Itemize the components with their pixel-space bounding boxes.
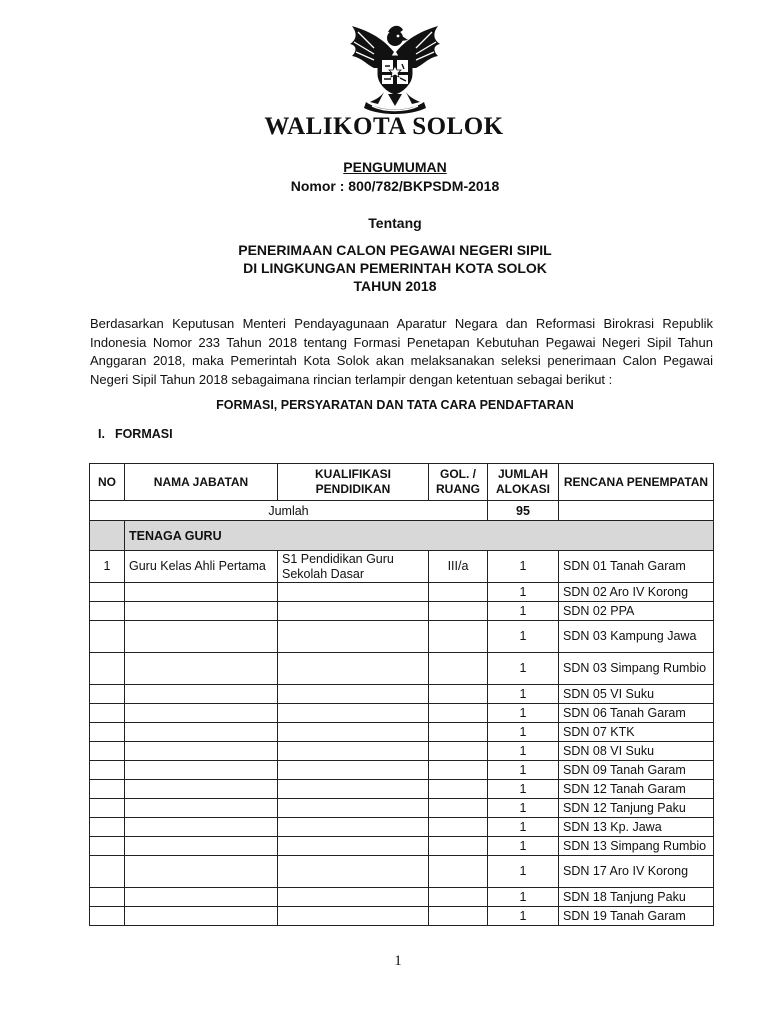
document-number: Nomor : 800/782/BKPSDM-2018 (290, 178, 500, 194)
page-number: 1 (394, 953, 402, 969)
table-row (90, 907, 714, 926)
cell-rencana: SDN 12 Tanah Garam (559, 780, 714, 799)
table-row (90, 856, 714, 888)
group-row (90, 521, 714, 551)
cell-no (90, 653, 125, 685)
cell-no (90, 742, 125, 761)
cell-gol (429, 780, 488, 799)
cell-jumlah: 1 (488, 780, 559, 799)
cell-nama-jabatan: Guru Kelas Ahli Pertama (125, 551, 278, 583)
cell-gol (429, 704, 488, 723)
cell-kualifikasi (278, 799, 429, 818)
cell-no (90, 685, 125, 704)
announcement-heading: PENGUMUMAN (343, 159, 447, 175)
cell-nama-jabatan (125, 837, 278, 856)
table-row (90, 742, 714, 761)
cell-kualifikasi (278, 583, 429, 602)
cell-gol (429, 602, 488, 621)
subject-line: PENERIMAAN CALON PEGAWAI NEGERI SIPIL (238, 242, 552, 258)
cell-jumlah: 1 (488, 621, 559, 653)
cell-rencana: SDN 01 Tanah Garam (559, 551, 714, 583)
table-row (90, 780, 714, 799)
cell-gol (429, 621, 488, 653)
cell-nama-jabatan (125, 856, 278, 888)
cell-no (90, 602, 125, 621)
cell-rencana: SDN 13 Simpang Rumbio (559, 837, 714, 856)
cell-jumlah: 1 (488, 799, 559, 818)
cell-kualifikasi (278, 653, 429, 685)
table-row (90, 602, 714, 621)
page-title: WALIKOTA SOLOK (264, 113, 504, 140)
header-gol-ruang: GOL. / RUANG (429, 464, 488, 501)
empty-cell (90, 521, 125, 551)
cell-nama-jabatan (125, 799, 278, 818)
table-row (90, 761, 714, 780)
cell-rencana: SDN 13 Kp. Jawa (559, 818, 714, 837)
total-row (90, 501, 714, 521)
cell-kualifikasi (278, 856, 429, 888)
cell-kualifikasi: S1 Pendidikan Guru Sekolah Dasar (278, 551, 429, 583)
cell-nama-jabatan (125, 602, 278, 621)
cell-kualifikasi (278, 685, 429, 704)
cell-kualifikasi (278, 818, 429, 837)
section-title: FORMASI, PERSYARATAN DAN TATA CARA PENDAFTARAN (216, 398, 574, 412)
cell-jumlah: 1 (488, 742, 559, 761)
cell-rencana: SDN 07 KTK (559, 723, 714, 742)
cell-no (90, 780, 125, 799)
cell-gol (429, 818, 488, 837)
cell-kualifikasi (278, 723, 429, 742)
cell-nama-jabatan (125, 723, 278, 742)
garuda-emblem-icon (344, 22, 446, 114)
cell-kualifikasi (278, 780, 429, 799)
cell-rencana: SDN 18 Tanjung Paku (559, 888, 714, 907)
cell-rencana: SDN 05 VI Suku (559, 685, 714, 704)
cell-jumlah: 1 (488, 907, 559, 926)
subsection-label: FORMASI (114, 427, 173, 441)
cell-rencana: SDN 02 PPA (559, 602, 714, 621)
cell-no (90, 856, 125, 888)
cell-no (90, 704, 125, 723)
table-header-row (90, 464, 714, 501)
header-rencana-penempatan: RENCANA PENEMPATAN (559, 464, 714, 501)
header-no: NO (90, 464, 125, 501)
cell-nama-jabatan (125, 907, 278, 926)
table-row (90, 799, 714, 818)
cell-gol (429, 742, 488, 761)
cell-rencana: SDN 06 Tanah Garam (559, 704, 714, 723)
cell-no (90, 888, 125, 907)
cell-jumlah: 1 (488, 653, 559, 685)
subject-block (0, 241, 768, 295)
table-row (90, 818, 714, 837)
subsection-number: I. (98, 427, 105, 441)
table-row (90, 583, 714, 602)
cell-nama-jabatan (125, 780, 278, 799)
cell-kualifikasi (278, 907, 429, 926)
table-row (90, 685, 714, 704)
cell-jumlah: 1 (488, 685, 559, 704)
cell-rencana: SDN 09 Tanah Garam (559, 761, 714, 780)
cell-no (90, 907, 125, 926)
cell-kualifikasi (278, 602, 429, 621)
cell-no (90, 723, 125, 742)
cell-jumlah: 1 (488, 837, 559, 856)
table-row (90, 621, 714, 653)
cell-jumlah: 1 (488, 818, 559, 837)
cell-rencana: SDN 03 Simpang Rumbio (559, 653, 714, 685)
cell-no: 1 (90, 551, 125, 583)
cell-gol (429, 888, 488, 907)
cell-jumlah: 1 (488, 761, 559, 780)
subsection-heading (98, 427, 183, 441)
cell-jumlah: 1 (488, 551, 559, 583)
cell-gol (429, 761, 488, 780)
subject-line: TAHUN 2018 (353, 278, 437, 294)
cell-nama-jabatan (125, 583, 278, 602)
cell-no (90, 799, 125, 818)
cell-no (90, 818, 125, 837)
cell-gol (429, 685, 488, 704)
table-row (90, 653, 714, 685)
header-nama-jabatan: NAMA JABATAN (125, 464, 278, 501)
cell-kualifikasi (278, 761, 429, 780)
table-row (90, 837, 714, 856)
cell-nama-jabatan (125, 888, 278, 907)
subject-line: DI LINGKUNGAN PEMERINTAH KOTA SOLOK (243, 260, 547, 276)
cell-gol (429, 837, 488, 856)
cell-jumlah: 1 (488, 583, 559, 602)
cell-kualifikasi (278, 704, 429, 723)
cell-gol (429, 799, 488, 818)
total-value: 95 (488, 501, 559, 521)
cell-nama-jabatan (125, 704, 278, 723)
table-row (90, 888, 714, 907)
cell-jumlah: 1 (488, 856, 559, 888)
cell-gol: III/a (429, 551, 488, 583)
group-label: TENAGA GURU (125, 521, 714, 551)
cell-jumlah: 1 (488, 723, 559, 742)
table-row (90, 551, 714, 583)
cell-jumlah: 1 (488, 704, 559, 723)
cell-gol (429, 856, 488, 888)
cell-rencana: SDN 19 Tanah Garam (559, 907, 714, 926)
cell-rencana: SDN 03 Kampung Jawa (559, 621, 714, 653)
cell-kualifikasi (278, 742, 429, 761)
cell-jumlah: 1 (488, 602, 559, 621)
cell-gol (429, 723, 488, 742)
cell-rencana: SDN 02 Aro IV Korong (559, 583, 714, 602)
intro-paragraph: Berdasarkan Keputusan Menteri Pendayagunaan Aparatur Negara dan Reformasi Birokrasi Republik Indonesia Nomor 233 Tahun 2018 tentang Formasi Penetapan Kebutuhan Pegawai Negeri Sipil Tahun Anggaran 2018, maka Pemerintah Kota Solok akan melaksanakan seleksi penerimaan Calon Pegawai Negeri Sipil Tahun 2018 sebagaimana rincian terlampir dengan ketentuan sebagai berikut : (90, 316, 713, 387)
cell-no (90, 621, 125, 653)
cell-gol (429, 907, 488, 926)
header-jumlah-alokasi: JUMLAH ALOKASI (488, 464, 559, 501)
cell-nama-jabatan (125, 742, 278, 761)
cell-rencana: SDN 17 Aro IV Korong (559, 856, 714, 888)
cell-nama-jabatan (125, 685, 278, 704)
cell-rencana: SDN 08 VI Suku (559, 742, 714, 761)
cell-nama-jabatan (125, 621, 278, 653)
cell-no (90, 761, 125, 780)
cell-jumlah: 1 (488, 888, 559, 907)
cell-rencana: SDN 12 Tanjung Paku (559, 799, 714, 818)
cell-kualifikasi (278, 837, 429, 856)
formation-table (89, 463, 714, 926)
cell-kualifikasi (278, 888, 429, 907)
total-label: Jumlah (90, 501, 488, 521)
empty-cell (559, 501, 714, 521)
table-row (90, 704, 714, 723)
cell-no (90, 583, 125, 602)
cell-kualifikasi (278, 621, 429, 653)
table-row (90, 723, 714, 742)
cell-gol (429, 583, 488, 602)
subject-intro: Tentang (368, 215, 422, 231)
cell-nama-jabatan (125, 761, 278, 780)
cell-gol (429, 653, 488, 685)
cell-nama-jabatan (125, 818, 278, 837)
cell-no (90, 837, 125, 856)
cell-nama-jabatan (125, 653, 278, 685)
header-kualifikasi: KUALIFIKASI PENDIDIKAN (278, 464, 429, 501)
